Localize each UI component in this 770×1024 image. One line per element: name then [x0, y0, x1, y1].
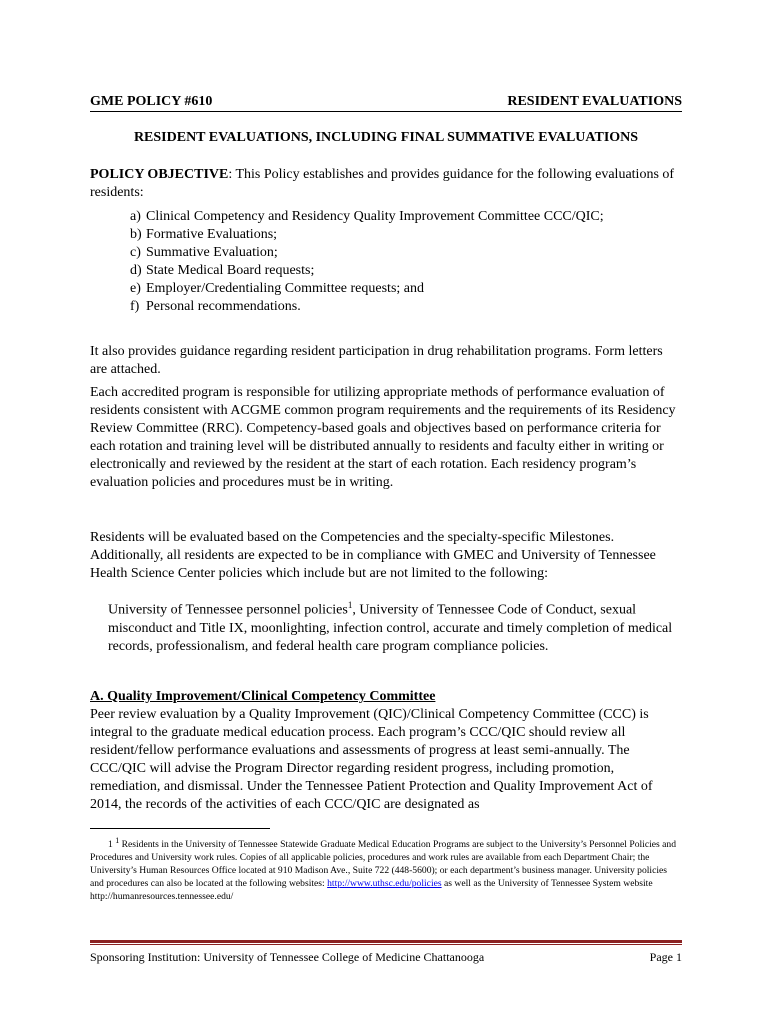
policies-link[interactable]: http://www.uthsc.edu/policies — [327, 878, 442, 890]
list-item: c) Summative Evaluation; — [130, 245, 278, 260]
policy-objective — [90, 166, 682, 202]
objective-text: : This Policy establishes and provides guidance for the following evaluations of residents: — [90, 167, 675, 200]
paragraph-policies-list: University of Tennessee personnel policies$^1$, University of Tennessee Code of Conduct, sexual misconduct and Title IX, moonlighting, infection control, accurate and timely completion of medical records, professionalism, and federal health care program compliance policies. — [108, 600, 673, 654]
page-footer — [90, 950, 682, 965]
document-title: RESIDENT EVALUATIONS, INCLUDING FINAL SUMMATIVE EVALUATIONS — [133, 130, 639, 145]
list-item: d) State Medical Board requests; — [130, 263, 315, 278]
list-item: a) Clinical Competency and Residency Quality Improvement Committee CCC/QIC; — [130, 209, 604, 224]
policy-topic: RESIDENT EVALUATIONS — [507, 94, 682, 109]
footer-divider — [90, 940, 682, 943]
page-number: Page 1 — [649, 950, 682, 964]
footnote-ref[interactable]: 1 — [347, 600, 353, 610]
paragraph-program-responsibility: Each accredited program is responsible for utilizing appropriate methods of performance evaluation of residents consistent with ACGME common program requirements and the requirements of its Residency Review Committee (RRC). Competency-based goals and objectives based on performance criteria for each rotation and training level will be distributed annually to residents and faculty either in writing or electronically and reviewed by the resident at the start of each rotation. Each residency program’s evaluation policies and procedures must be in writing. — [90, 385, 676, 490]
page-header — [90, 94, 682, 112]
footer-divider-thin — [90, 944, 682, 945]
list-item: b) Formative Evaluations; — [130, 227, 278, 242]
paragraph-drug-rehab: It also provides guidance regarding resident participation in drug rehabilitation programs. Form letters are attached. — [90, 344, 663, 377]
footnote-superscript: 1 — [115, 836, 120, 845]
section-a-heading: A. Quality Improvement/Clinical Competency Committee — [90, 689, 436, 704]
list-item: e) Employer/Credentialing Committee requests; and — [130, 281, 424, 296]
section-a-text: Peer review evaluation by a Quality Improvement (QIC)/Clinical Competency Committee (CCC) is integral to the graduate medical education process. Each program’s CCC/QIC should review all resident/fellow performance evaluations and assessments of progress at least semi-annually. The CCC/QIC will advise the Program Director regarding resident progress, including promotion, remediation, and dismissal. Under the Tennessee Patient Protection and Quality Improvement Act of 2014, the records of the activities of each CCC/QIC are designated as — [90, 707, 653, 812]
footnote: 1 $^1$ Residents in the University of Tennessee Statewide Graduate Medical Education Programs are subject to the University’s Personnel Policies and Procedures and University work rules. Copies of all applicable policies, procedures and work rules are available from each Department Chair; the University’s Human Resources Office located at 910 Madison Ave., Suite 722 (448-5600); or each department’s business manager. University policies and procedures can also be located at the following websites: http://www.uthsc.edu/policies as well as the University of Tennessee System website http://humanresources.tennessee.edu/ — [90, 836, 676, 903]
footnote-number: 1 — [108, 839, 113, 851]
list-item: f) Personal recommendations. — [130, 299, 301, 314]
footnote-divider — [90, 828, 270, 829]
sponsoring-institution: Sponsoring Institution: University of Tennessee College of Medicine Chattanooga — [90, 950, 485, 964]
policy-number: GME POLICY #610 — [90, 94, 213, 109]
section-a — [90, 688, 682, 814]
paragraph-competencies: Residents will be evaluated based on the Competencies and the specialty-specific Milestones. Additionally, all residents are expected to be in compliance with GMEC and University of Tennessee Health Science Center policies which include but are not limited to the following: — [90, 530, 656, 581]
evaluation-list — [130, 208, 682, 316]
objective-lead: POLICY OBJECTIVE — [90, 167, 229, 182]
